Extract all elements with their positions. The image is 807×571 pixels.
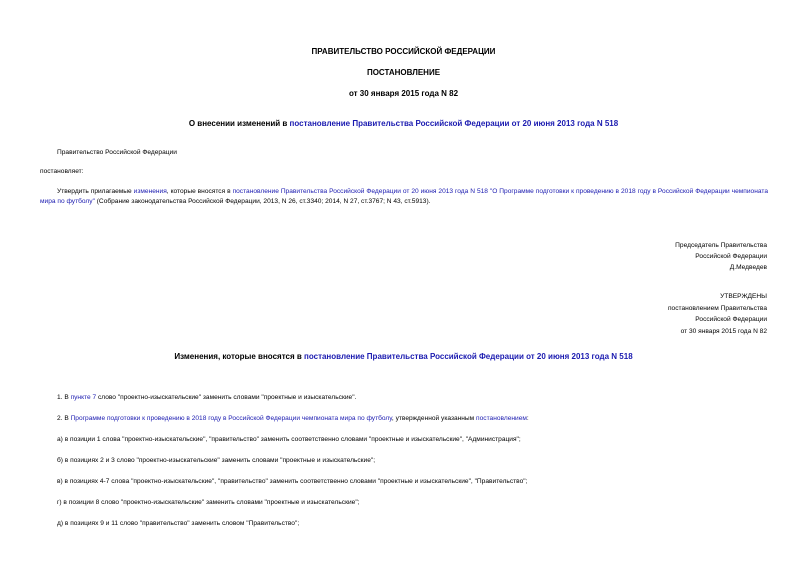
approval-block	[668, 291, 767, 337]
approval-date: от 30 января 2015 года N 82	[680, 327, 767, 335]
subitem-v: в) в позициях 4-7 слова "проектно-изыскательские", "правительство" заменить соответственно словами "проектные и изыскательские", "Правительство";	[57, 478, 528, 485]
resolution-link[interactable]: постановлением	[476, 415, 527, 422]
item-2: 2. В Программе подготовки к проведению в 2018 году в Российской Федерации чемпионата мира по футболу, утвержденной указанным постановлением:	[57, 415, 529, 422]
item-1: 1. В пункте 7 слово "проектно-изыскательские" заменить словами "проектные и изыскательские".	[57, 394, 357, 401]
document-date: от 30 января 2015 года N 82	[348, 89, 459, 98]
item-1-link[interactable]: пункте 7	[70, 394, 97, 401]
document-title	[0, 119, 807, 129]
document-type: ПОСТАНОВЛЕНИЕ	[366, 68, 441, 77]
subitem-b: б) в позициях 2 и 3 слово "проектно-изыскательские" заменить словами "проектные и изыскательские";	[57, 457, 376, 464]
body-resolves: постановляет:	[40, 168, 84, 175]
resolution-518-link[interactable]: постановление Правительства Российской Федерации от 20 июня 2013 года N 518 "О Программе подготовки к проведению в 2018 году в Российской Федерации чемпионата мира по футболу"	[40, 188, 768, 205]
signature-name: Д.Медведев	[729, 264, 767, 271]
program-link[interactable]: Программе подготовки к проведению в 2018 году в Российской Федерации чемпионата мира по футболу	[70, 415, 392, 422]
changes-heading: Изменения, которые вносятся в постановление Правительства Российской Федерации от 20 июня 2013 года N 518	[174, 352, 633, 361]
issuer-heading: ПРАВИТЕЛЬСТВО РОССИЙСКОЙ ФЕДЕРАЦИИ	[311, 47, 496, 56]
approval-org: Российской Федерации	[695, 316, 767, 323]
signature-position: Председатель Правительства	[675, 242, 767, 249]
changes-link[interactable]: изменения	[133, 188, 167, 195]
title-link[interactable]: постановление Правительства Российской Федерации от 20 июня 2013 года N 518	[289, 119, 619, 128]
signature-org: Российской Федерации	[695, 253, 767, 260]
title-prefix: О внесении изменений в	[188, 119, 290, 128]
subitem-d: д) в позициях 9 и 11 слово "правительство" заменить словом "Правительство";	[57, 520, 300, 527]
approval-by: постановлением Правительства	[667, 304, 767, 312]
changes-heading-link[interactable]: постановление Правительства Российской Федерации от 20 июня 2013 года N 518	[304, 352, 633, 361]
body-approve-paragraph: Утвердить прилагаемые изменения, которые вносятся в постановление Правительства Российской Федерации от 20 июня 2013 года N 518 "О Программе подготовки к проведению в 2018 году в Российской Федерации чемпионата мира по футболу" (Собрание законодательства Российской Федерации, 2013, N 26, ст.3340; 2014, N 27, ст.3767; N 43, ст.5913).	[40, 188, 768, 205]
subitem-g: г) в позиции 8 слово "проектно-изыскательские" заменить словами "проектные и изыскательские";	[57, 499, 360, 506]
body-government: Правительство Российской Федерации	[57, 149, 177, 156]
approval-label: УТВЕРЖДЕНЫ	[720, 293, 767, 300]
subitem-a: а) в позиции 1 слова "проектно-изыскательские", "правительство" заменить соответственно словами "проектные и изыскательские", "Администрация";	[57, 436, 521, 443]
signature-block	[675, 240, 767, 273]
